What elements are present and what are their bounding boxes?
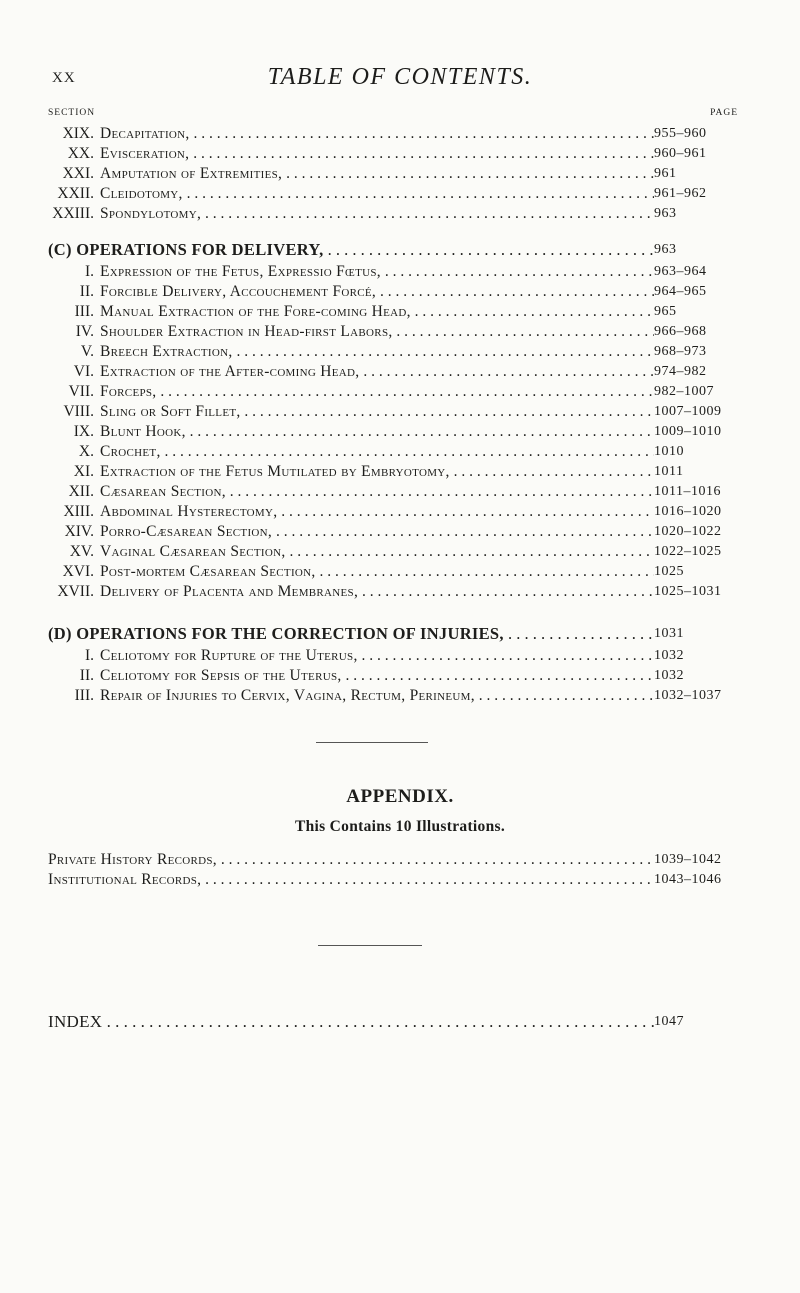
entry-title: Spondylotomy, . . . [100, 204, 654, 224]
toc-entry [0, 422, 800, 442]
entry-title: Sling or Soft Fillet, . . . [100, 402, 654, 422]
entry-title: Repair of Injuries to Cervix, Vagina, Rectum, Perineum, . . . [100, 686, 654, 706]
entry-pages: 1011–1016 [654, 484, 721, 499]
section-column-label: SECTION [48, 108, 96, 118]
entry-pages: 1032 [654, 648, 684, 663]
entry-title: Celiotomy for Sepsis of the Uterus, . . . [100, 666, 654, 686]
appendix-list [0, 850, 800, 890]
entry-pages: 955–960 [654, 126, 707, 141]
entry-title: Decapitation, . . . [100, 124, 654, 144]
entry-pages: 1009–1010 [654, 424, 722, 439]
toc-entry [0, 342, 800, 362]
toc-entry [0, 302, 800, 322]
entry-title: Institutional Records, . . . [48, 870, 654, 890]
column-headers [48, 108, 738, 122]
toc-entry [0, 164, 800, 184]
entry-number: III. [74, 303, 94, 320]
entry-title: Manual Extraction of the Fore-coming Head, . . . [100, 302, 654, 322]
entry-title: Forcible Delivery, Accouchement Forcé, . . . [100, 282, 654, 302]
toc-entry [0, 646, 800, 666]
toc-entry [0, 502, 800, 522]
toc-entry [0, 462, 800, 482]
entry-number: X. [78, 443, 94, 460]
entry-number: VIII. [63, 403, 94, 420]
entry-title: Abdominal Hysterectomy, . . . [100, 502, 654, 522]
entry-number: XIII. [63, 503, 94, 520]
entry-pages: 1020–1022 [654, 524, 722, 539]
entry-title: Vaginal Cæsarean Section, . . . [100, 542, 654, 562]
entry-number: V. [80, 343, 94, 360]
entry-pages: 960–961 [654, 146, 707, 161]
toc-entry [0, 184, 800, 204]
toc-entry [0, 850, 800, 870]
entry-title: Extraction of the After-coming Head, . . . [100, 362, 654, 382]
toc-entry [0, 282, 800, 302]
entry-title: Forceps, . . . [100, 382, 654, 402]
entry-pages: 1025–1031 [654, 584, 722, 599]
toc-entry [0, 542, 800, 562]
entry-number: I. [84, 263, 94, 280]
entry-number: XXI. [62, 165, 94, 182]
entry-number: II. [79, 667, 94, 684]
entry-pages: 1007–1009 [654, 404, 722, 419]
entry-title: Private History Records, . . . [48, 850, 654, 870]
group-pages: 963 [654, 242, 677, 257]
entry-number: XX. [67, 145, 94, 162]
entry-pages: 964–965 [654, 284, 707, 299]
entry-number: IX. [73, 423, 94, 440]
toc-group-d [0, 622, 800, 706]
index-pages: 1047 [654, 1014, 684, 1029]
page-column-label: PAGE [710, 108, 738, 118]
toc-entry [0, 322, 800, 342]
entry-pages: 966–968 [654, 324, 707, 339]
toc-entry [0, 204, 800, 224]
entry-pages: 1043–1046 [654, 872, 722, 887]
entry-title: Blunt Hook, . . . [100, 422, 654, 442]
entry-pages: 1010 [654, 444, 684, 459]
toc-entry [0, 482, 800, 502]
toc-entry [0, 442, 800, 462]
toc-entry [0, 870, 800, 890]
index-title: INDEX . . . [48, 1010, 654, 1034]
toc-entry [0, 686, 800, 706]
group-heading [0, 238, 800, 262]
entry-pages: 963 [654, 206, 677, 221]
entry-title: Breech Extraction, . . . [100, 342, 654, 362]
entry-title: Extraction of the Fetus Mutilated by Embryotomy, . . . [100, 462, 654, 482]
toc-entry [0, 382, 800, 402]
entry-pages: 1025 [654, 564, 684, 579]
entry-pages: 961–962 [654, 186, 707, 201]
entry-title: Evisceration, . . . [100, 144, 654, 164]
entry-title: Porro-Cæsarean Section, . . . [100, 522, 654, 542]
toc-entry [0, 362, 800, 382]
entry-number: XIV. [64, 523, 94, 540]
toc-entry [0, 562, 800, 582]
group-pages: 1031 [654, 626, 684, 641]
entry-title: Celiotomy for Rupture of the Uterus, . . . [100, 646, 654, 666]
toc-entry [0, 124, 800, 144]
entry-number: IV. [75, 323, 94, 340]
entry-pages: 961 [654, 166, 677, 181]
entry-pages: 1032 [654, 668, 684, 683]
entry-number: VII. [68, 383, 94, 400]
group-heading [0, 622, 800, 646]
divider-rule [318, 945, 422, 946]
entry-title: Shoulder Extraction in Head-first Labors, . . . [100, 322, 654, 342]
entry-pages: 965 [654, 304, 677, 319]
toc-entry [0, 582, 800, 602]
entry-number: III. [74, 687, 94, 704]
entry-title: Expression of the Fetus, Expressio Fœtus, . . . [100, 262, 654, 282]
entry-pages: 1022–1025 [654, 544, 722, 559]
entry-title: Amputation of Extremities, . . . [100, 164, 654, 184]
entry-pages: 963–964 [654, 264, 707, 279]
toc-group-b [0, 124, 800, 224]
entry-pages: 1011 [654, 464, 684, 479]
toc-entry [0, 262, 800, 282]
toc-entry [0, 666, 800, 686]
appendix-note: This Contains 10 Illustrations. [295, 818, 505, 835]
entry-title: Post-mortem Cæsarean Section, . . . [100, 562, 654, 582]
entry-number: XXII. [57, 185, 94, 202]
entry-pages: 982–1007 [654, 384, 714, 399]
entry-number: II. [79, 283, 94, 300]
entry-number: I. [84, 647, 94, 664]
group-title: (C) OPERATIONS FOR DELIVERY, . . . [48, 238, 654, 262]
page-number: XX [52, 70, 76, 86]
entry-number: XVII. [57, 583, 94, 600]
entry-number: VI. [73, 363, 94, 380]
group-heading [0, 1010, 800, 1034]
entry-pages: 968–973 [654, 344, 707, 359]
toc-entry [0, 522, 800, 542]
index-entry [0, 1010, 800, 1034]
entry-number: XI. [73, 463, 94, 480]
entry-title: Delivery of Placenta and Membranes, . . . [100, 582, 654, 602]
entry-number: XV. [69, 543, 94, 560]
entry-pages: 974–982 [654, 364, 707, 379]
entry-title: Cleidotomy, . . . [100, 184, 654, 204]
entry-pages: 1016–1020 [654, 504, 722, 519]
divider-rule [316, 742, 428, 743]
entry-title: Cæsarean Section, . . . [100, 482, 654, 502]
toc-entry [0, 144, 800, 164]
entry-pages: 1032–1037 [654, 688, 722, 703]
entry-title: Crochet, . . . [100, 442, 654, 462]
appendix-title: APPENDIX. [346, 786, 454, 807]
entry-number: XII. [68, 483, 94, 500]
entry-number: XXIII. [52, 205, 94, 222]
entry-number: XIX. [62, 125, 94, 142]
group-title: (D) OPERATIONS FOR THE CORRECTION OF INJURIES, . . . [48, 622, 654, 646]
toc-group-c [0, 238, 800, 602]
entry-pages: 1039–1042 [654, 852, 722, 867]
running-head: TABLE OF CONTENTS. [267, 64, 533, 90]
toc-entry [0, 402, 800, 422]
entry-number: XVI. [62, 563, 94, 580]
